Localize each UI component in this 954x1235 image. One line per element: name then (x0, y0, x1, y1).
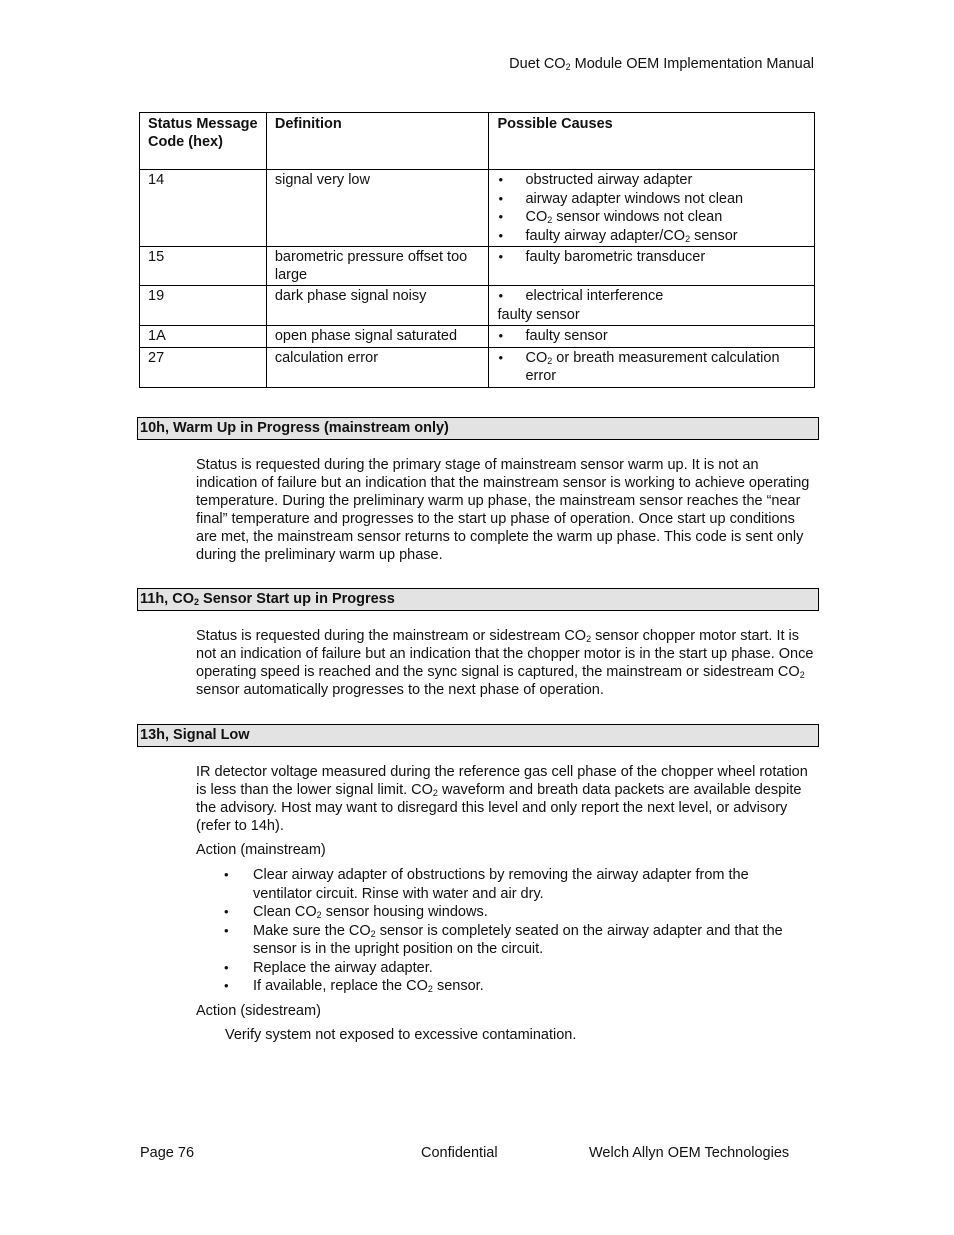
status-code: 15 (140, 247, 267, 286)
status-code: 1A (140, 325, 267, 347)
cause-item: • electrical interference (497, 287, 806, 306)
confidential-label: Confidential (421, 1145, 498, 1161)
table-header-row (140, 113, 815, 170)
possible-causes (489, 347, 815, 387)
cause-item: • faulty sensor (497, 327, 806, 346)
action-mainstream-label: Action (mainstream) (196, 842, 326, 858)
status-definition: open phase signal saturated (266, 325, 489, 347)
table-row (140, 170, 815, 247)
possible-causes (489, 247, 815, 286)
mainstream-action-list (224, 866, 804, 996)
action-item: • Make sure the $CO_2$ sensor is completely seated on the airway adapter and that the sensor is in the upright position on the circuit. (224, 922, 804, 959)
status-code: 19 (140, 286, 267, 326)
section-heading-signal-low: 13h, Signal Low (137, 724, 819, 747)
cause-item: • obstructed airway adapter (497, 171, 806, 190)
action-sidestream-label: Action (sidestream) (196, 1003, 321, 1019)
status-definition: barometric pressure offset too large (266, 247, 489, 286)
action-item: • Clear airway adapter of obstructions by removing the airway adapter from the ventilator circuit. Rinse with water and air dry. (224, 866, 804, 903)
signal-low-description: IR detector voltage measured during the reference gas cell phase of the chopper wheel rotation is less than the lower signal limit. $CO_2$ waveform and breath data packets are available despite the advisory. Host may want to disregard this level and only report the next level, or advisory (refer to 14h). (196, 764, 808, 834)
column-header-code: Status Message Code (hex) (140, 113, 267, 170)
document-title: Duet $CO_2$ Module OEM Implementation Manual (509, 56, 814, 72)
status-code: 27 (140, 347, 267, 387)
cause-extra-text: faulty sensor (497, 306, 580, 323)
possible-causes (489, 286, 815, 326)
sensor-startup-description: Status is requested during the mainstream or sidestream $CO_2$ sensor chopper motor start. It is not an indication of failure but an indication that the chopper motor is in the start up phase. Once operating speed is reached and the sync signal is captured, the mainstream or sidestream $CO_2$ sensor automatically progresses to the next phase of operation. (196, 628, 814, 698)
section-heading-sensor-startup: 11h, $CO_2$ Sensor Start up in Progress (137, 588, 819, 611)
cause-item: • faulty airway adapter/$CO_2$ sensor (497, 227, 806, 246)
warm-up-description: Status is requested during the primary stage of mainstream sensor warm up. It is not an indication of failure but an indication that the mainstream sensor is working to achieve operating temperature. During the preliminary warm up phase, the mainstream sensor reaches the “near final” temperature and progresses to the start up phase of operation. Once start up conditions are met, the mainstream sensor returns to complete the warm up phase. This code is sent only during the preliminary warm up phase. (196, 457, 810, 563)
table-row (140, 347, 815, 387)
page-number: Page 76 (140, 1145, 195, 1161)
possible-causes (489, 325, 815, 347)
status-definition: dark phase signal noisy (266, 286, 489, 326)
cause-item: • faulty barometric transducer (497, 248, 806, 267)
cause-item: • $CO_2$ or breath measurement calculation error (497, 349, 806, 386)
status-definition: calculation error (266, 347, 489, 387)
cause-item: • airway adapter windows not clean (497, 190, 806, 209)
sidestream-action-text: Verify system not exposed to excessive contamination. (225, 1027, 577, 1043)
column-header-causes: Possible Causes (489, 113, 815, 170)
company-name: Welch Allyn OEM Technologies (589, 1145, 790, 1161)
action-item: • Replace the airway adapter. (224, 959, 804, 978)
cause-item: • $CO_2$ sensor windows not clean (497, 208, 806, 227)
possible-causes (489, 170, 815, 247)
table-row (140, 247, 815, 286)
status-definition: signal very low (266, 170, 489, 247)
status-code: 14 (140, 170, 267, 247)
table-row (140, 286, 815, 326)
column-header-definition: Definition (266, 113, 489, 170)
action-item: • If available, replace the $CO_2$ sensor. (224, 977, 804, 996)
section-heading-warm-up: 10h, Warm Up in Progress (mainstream only) (137, 417, 819, 440)
table-row (140, 325, 815, 347)
action-item: • Clean $CO_2$ sensor housing windows. (224, 903, 804, 922)
status-code-table (139, 112, 815, 388)
